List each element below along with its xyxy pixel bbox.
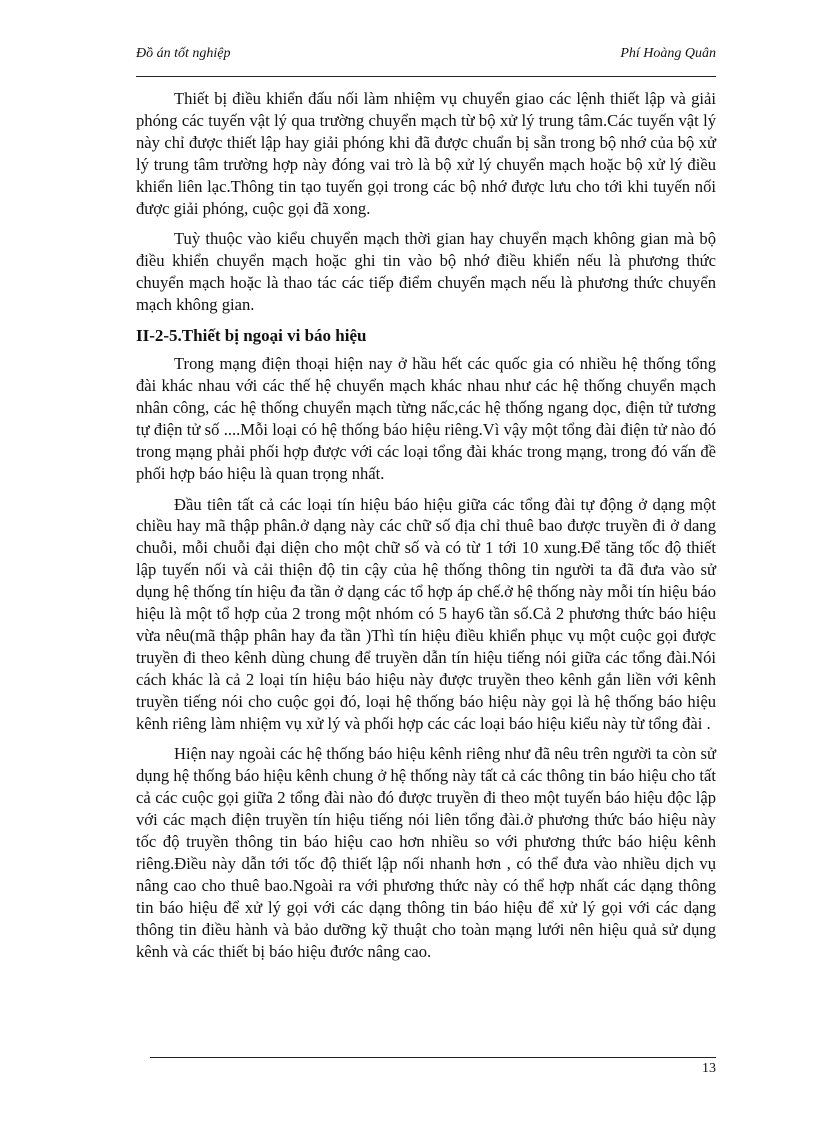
section-heading: II-2-5.Thiết bị ngoại vi báo hiệu — [136, 326, 367, 346]
header-author: Phí Hoàng Quân — [620, 46, 716, 61]
header-document-type: Đồ án tốt nghiệp — [136, 46, 231, 61]
body-paragraph: Tuỳ thuộc vào kiểu chuyển mạch thời gian hay chuyển mạch không gian mà bộ điều khiển chuyển mạch hoặc ghi tin vào bộ nhớ điều khiển nếu là phương thức chuyển mạch hoặc là thao tác các tiếp điểm chuyển mạch nếu là phương thức chuyển mạch không gian. — [136, 229, 716, 315]
header-divider — [136, 76, 716, 77]
page-header — [136, 40, 716, 80]
page-body — [136, 88, 716, 972]
footer-divider — [150, 1057, 716, 1058]
body-paragraph: Đầu tiên tất cả các loại tín hiệu báo hiệu giữa các tổng đài tự động ở dạng một chiều hay mã thập phân.ở dạng này các chữ số địa chỉ thuê bao được truyền đi ở dang chuỗi, mỗi chuỗi đại diện cho một chữ số và có từ 1 tới 10 xung.Để tăng tốc độ thiết lập tuyến nối và cải thiện độ tin cậy của hệ thống thông tin người ta đã đưa vào sử dụng hệ thống tín hiệu đa tần ở dạng các tổ hợp áp chế.ở hệ thống này mỗi tín hiệu báo hiệu là một tổ hợp của 2 trong một nhóm có 5 hay6 tần số.Cả 2 phương thức báo hiệu vừa nêu(mã thập phân hay đa tần )Thì tín hiệu điều khiển phục vụ một cuộc gọi được truyền đi theo kênh dùng chung để truyền dẫn tín hiệu tiếng nói giữa các tổng đài.Nói cách khác là cả 2 loại tín hiệu báo hiệu này được truyền theo kênh gắn liền với kênh truyền tiếng nói cho cuộc gọi đó, loại hệ thống báo hiệu này gọi là hệ thống báo hiệu kênh riêng làm nhiệm vụ xử lý và phối hợp các các loại báo hiệu kiểu này từ tổng đài . — [136, 494, 716, 733]
body-paragraph: Trong mạng điện thoại hiện nay ở hầu hết các quốc gia có nhiều hệ thống tổng đài khác nhau với các thế hệ chuyển mạch khác nhau như các hệ thống chuyển mạch nhân công, các hệ thống chuyển mạch từng nấc,các hệ thống ngang dọc, điện tử tương tự điện tử số ....Mỗi loại có hệ thống báo hiệu riêng.Vì vậy một tổng đài điện tử nào đó trong mạng phải phối hợp được với các loại tổng đài khác trong mạng, trong đó vấn đề phối hợp báo hiệu là quan trọng nhất. — [136, 354, 716, 483]
page-number: 13 — [702, 1061, 716, 1076]
body-paragraph: Thiết bị điều khiển đấu nối làm nhiệm vụ chuyển giao các lệnh thiết lập và giải phóng các tuyến vật lý qua trường chuyển mạch từ bộ xử lý trung tâm.Các tuyến vật lý này chỉ được thiết lập hay giải phóng khi đã được chuẩn bị sẵn trong bộ nhớ của bộ xử lý trung tâm trường hợp này đóng vai trò là bộ xử lý chuyển mạch hoặc bộ xử lý điều khiển liên lạc.Thông tin tạo tuyến gọi trong các bộ nhớ được lưu cho tới khi tuyến nối được giải phóng, cuộc gọi đã xong. — [136, 89, 716, 218]
body-paragraph: Hiện nay ngoài các hệ thống báo hiệu kênh riêng như đã nêu trên người ta còn sử dụng hệ thống báo hiệu kênh chung ở hệ thống này tất cả các thông tin báo hiệu cho tất cả các cuộc gọi giữa 2 tổng đài nào đó được truyền đi theo một tuyến báo hiệu độc lập với các mạch điện truyền tín hiệu tiếng nói liên tổng đài.ở phương thức báo hiệu này tốc độ truyền thông tin báo hiệu cao hơn nhiều so với phương thức báo hiệu kênh riêng.Điều này dẫn tới tốc độ thiết lập nối nhanh hơn , có thể đưa vào nhiều dịch vụ nâng cao cho thuê bao.Ngoài ra với phương thức này có thể hợp nhất các dạng thông tin báo hiệu để xử lý gọi với các dạng thông tin báo hiệu để xử lý gọi với các dạng thông tin điều hành và bảo dưỡng kỹ thuật cho toàn mạng lưới nên hiệu quả sử dụng kênh và các thiết bị báo hiệu đước nâng cao. — [136, 744, 716, 961]
